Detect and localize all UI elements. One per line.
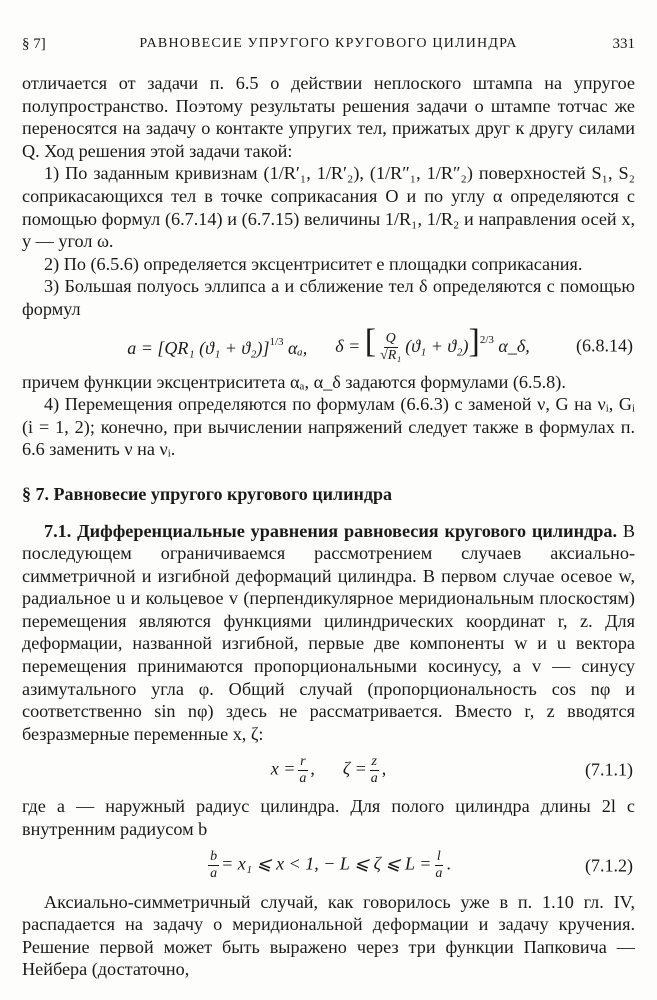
page-number: 331	[612, 36, 635, 52]
paragraph-8: где a — наружный радиус цилиндра. Для полого цилиндра длины 2l с внутренним радиусом b	[22, 796, 635, 840]
paragraph-4: 3) Большая полуось эллипса a и сближение тел δ определяются с помощью формул	[22, 276, 635, 319]
equation-number: (7.1.1)	[585, 760, 633, 781]
eq1-right: δ = [ $\frac{Q}{\text{√R₁}}$ (ϑ₁ + ϑ₂)]$^{2/3}$ α_δ,	[335, 322, 530, 364]
paragraph-7	[22, 520, 635, 746]
page-body	[22, 72, 635, 981]
paragraph-3: 2) По (6.5.6) определяется эксцентриситет e площадки соприкасания.	[44, 253, 583, 274]
paragraph-5: причем функции эксцентриситета αₐ, α_δ задаются формулами (6.5.8).	[22, 371, 566, 392]
section-heading: § 7. Равновесие упругого кругового цилиндра	[22, 483, 392, 504]
header-section: § 7]	[22, 36, 46, 52]
header-title: РАВНОВЕСИЕ УПРУГОГО КРУГОВОГО ЦИЛИНДРА	[139, 36, 518, 51]
equation-number: (6.8.14)	[576, 335, 633, 356]
subsection-heading: 7.1. Дифференциальные уравнения равновесия кругового цилиндра.	[44, 520, 618, 541]
eq2-zeta: ζ = $\frac{z}{a}$ ,	[342, 753, 387, 786]
equation-7-1-1	[22, 745, 635, 795]
eq3-body: $\frac{b}{a}$ = x₁ ⩽ x < 1, − L ⩽ ζ ⩽ L = $\frac{l}{a}$ .	[210, 849, 451, 882]
paragraph-1: отличается от задачи п. 6.5 о действии неплоского штампа на упругое полупространство. Поэтому результаты решения задачи о штампе тотчас же переносятся на задачу о контакте упругих тел, прижатых друг к другу силами Q. Ход решения этой задачи такой:	[22, 73, 635, 161]
equation-number: (7.1.2)	[585, 855, 633, 876]
eq1-left: a = [QR₁ (ϑ₁ + ϑ₂)]$^{1/3}$ αₐ,	[127, 336, 308, 359]
equation-6-8-14	[22, 321, 635, 371]
paragraph-9: Аксиально-симметричный случай, как говорилось уже в п. 1.10 гл. IV, распадается на задачу о меридиональной деформации и задачу кручения. Решение первой может быть выражено через три функции Папковича — Нейбера (достаточно,	[22, 891, 635, 980]
equation-7-1-2	[22, 841, 635, 891]
paragraph-6: 4) Перемещения определяются по формулам (6.6.3) с заменой ν, G на νᵢ, Gᵢ (i = 1, 2); конечно, при вычислении напряжений следует также в формулах п. 6.6 заменить ν на νᵢ.	[22, 394, 635, 460]
paragraph-7-text: В последующем ограничиваемся рассмотрением случаев аксиально-симметричной и изгибной деформаций цилиндра. В первом случае осевое w, радиальное u и кольцевое v (перпендикулярное меридиональным плоскостям) перемещения являются функциями цилиндрических координат r, z. Для деформации, названной изгибной, первые две компоненты w и u вектора перемещения принимаются пропорциональными косинусу, а v — синусу азимутального угла φ. Общий случай (пропорциональность cos nφ и соответственно sin nφ) здесь не рассматривается. Вместо r, z вводятся безразмерные переменные x, ζ:	[22, 520, 636, 744]
eq2-x: x = $\frac{r}{a}$ ,	[270, 753, 315, 786]
running-header	[22, 36, 635, 60]
paragraph-2: 1) По заданным кривизнам (1/R′₁, 1/R′₂), (1/R″₁, 1/R″₂) поверхностей S₁, S₂ соприкасающихся тел в точке соприкасания O и по углу α определяются с помощью формул (6.7.14) и (6.7.15) величины 1/R₁, 1/R₂ и направления осей x, y — угол ω.	[22, 163, 635, 252]
